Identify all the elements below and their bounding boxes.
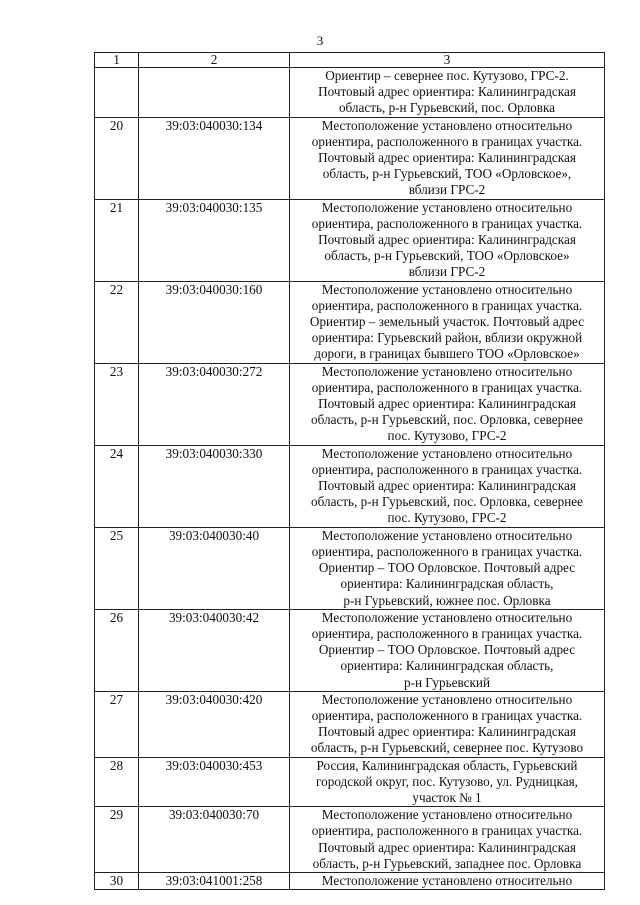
location-description-cell: Местоположение установлено относительно ориентира, расположенного в границах участка. Почтовый адрес ориентира: Калининградская область, р-н Гурьевский, ТОО «Орловское» вблизи ГРС-2: [290, 199, 605, 281]
table-row: [95, 445, 605, 527]
location-description-cell: Местоположение установлено относительно ориентира, расположенного в границах участка. Ориентир – земельный участок. Почтовый адрес ориентира: Гурьевский район, вблизи окружной дороги, в границах бывшего ТОО «Орловское»: [290, 281, 605, 363]
table-header-row: [95, 53, 605, 68]
cadastral-number-cell: 39:03:041001:258: [139, 872, 290, 889]
column-header-cadastral-number: 2: [139, 53, 290, 68]
row-number-cell: 25: [95, 527, 139, 609]
table-row: [95, 872, 605, 889]
row-number-cell: 29: [95, 807, 139, 873]
cadastral-number-cell: 39:03:040030:330: [139, 445, 290, 527]
cadastral-number-cell: 39:03:040030:160: [139, 281, 290, 363]
row-number-cell: 20: [95, 117, 139, 199]
location-description-cell: Местоположение установлено относительно ориентира, расположенного в границах участка. Почтовый адрес ориентира: Калининградская область, р-н Гурьевский, ТОО «Орловское», вблизи ГРС-2: [290, 117, 605, 199]
table-row: [95, 117, 605, 199]
location-description-cell: Местоположение установлено относительно: [290, 872, 605, 889]
location-description-cell: Местоположение установлено относительно ориентира, расположенного в границах участка. Почтовый адрес ориентира: Калининградская область, р-н Гурьевский, пос. Орловка, севернее пос. Кутузово, ГРС-2: [290, 363, 605, 445]
cadastral-number-cell: [139, 68, 290, 118]
cadastral-number-cell: 39:03:040030:272: [139, 363, 290, 445]
row-number-cell: 24: [95, 445, 139, 527]
land-plot-table: [94, 52, 605, 890]
table-row: [95, 281, 605, 363]
row-number-cell: 27: [95, 691, 139, 757]
location-description-cell: Россия, Калининградская область, Гурьевский городской округ, пос. Кутузово, ул. Рудницкая, участок № 1: [290, 757, 605, 807]
location-description-cell: Ориентир – севернее пос. Кутузово, ГРС-2. Почтовый адрес ориентира: Калининградская область, р-н Гурьевский, пос. Орловка: [290, 68, 605, 118]
column-header-description: 3: [290, 53, 605, 68]
cadastral-number-cell: 39:03:040030:42: [139, 609, 290, 691]
table-row: [95, 527, 605, 609]
location-description-cell: Местоположение установлено относительно ориентира, расположенного в границах участка. Ориентир – ТОО Орловское. Почтовый адрес ориентира: Калининградская область, р-н Гурьевский, южнее пос. Орловка: [290, 527, 605, 609]
table-row: [95, 691, 605, 757]
location-description-cell: Местоположение установлено относительно ориентира, расположенного в границах участка. Почтовый адрес ориентира: Калининградская область, р-н Гурьевский, пос. Орловка, севернее пос. Кутузово, ГРС-2: [290, 445, 605, 527]
table-row: [95, 199, 605, 281]
location-description-cell: Местоположение установлено относительно ориентира, расположенного в границах участка. Ориентир – ТОО Орловское. Почтовый адрес ориентира: Калининградская область, р-н Гурьевский: [290, 609, 605, 691]
row-number-cell: 26: [95, 609, 139, 691]
page-number: 3: [316, 33, 324, 48]
table-row: [95, 807, 605, 873]
cadastral-number-cell: 39:03:040030:453: [139, 757, 290, 807]
row-number-cell: [95, 68, 139, 118]
column-header-number: 1: [95, 53, 139, 68]
location-description-cell: Местоположение установлено относительно ориентира, расположенного в границах участка. Почтовый адрес ориентира: Калининградская область, р-н Гурьевский, севернее пос. Кутузово: [290, 691, 605, 757]
cadastral-number-cell: 39:03:040030:70: [139, 807, 290, 873]
row-number-cell: 28: [95, 757, 139, 807]
row-number-cell: 22: [95, 281, 139, 363]
table-row: [95, 68, 605, 118]
location-description-cell: Местоположение установлено относительно ориентира, расположенного в границах участка. Почтовый адрес ориентира: Калининградская область, р-н Гурьевский, западнее пос. Орловка: [290, 807, 605, 873]
cadastral-number-cell: 39:03:040030:135: [139, 199, 290, 281]
row-number-cell: 23: [95, 363, 139, 445]
table-row: [95, 757, 605, 807]
cadastral-number-cell: 39:03:040030:134: [139, 117, 290, 199]
cadastral-number-cell: 39:03:040030:40: [139, 527, 290, 609]
row-number-cell: 21: [95, 199, 139, 281]
row-number-cell: 30: [95, 872, 139, 889]
cadastral-number-cell: 39:03:040030:420: [139, 691, 290, 757]
table-row: [95, 363, 605, 445]
table-row: [95, 609, 605, 691]
